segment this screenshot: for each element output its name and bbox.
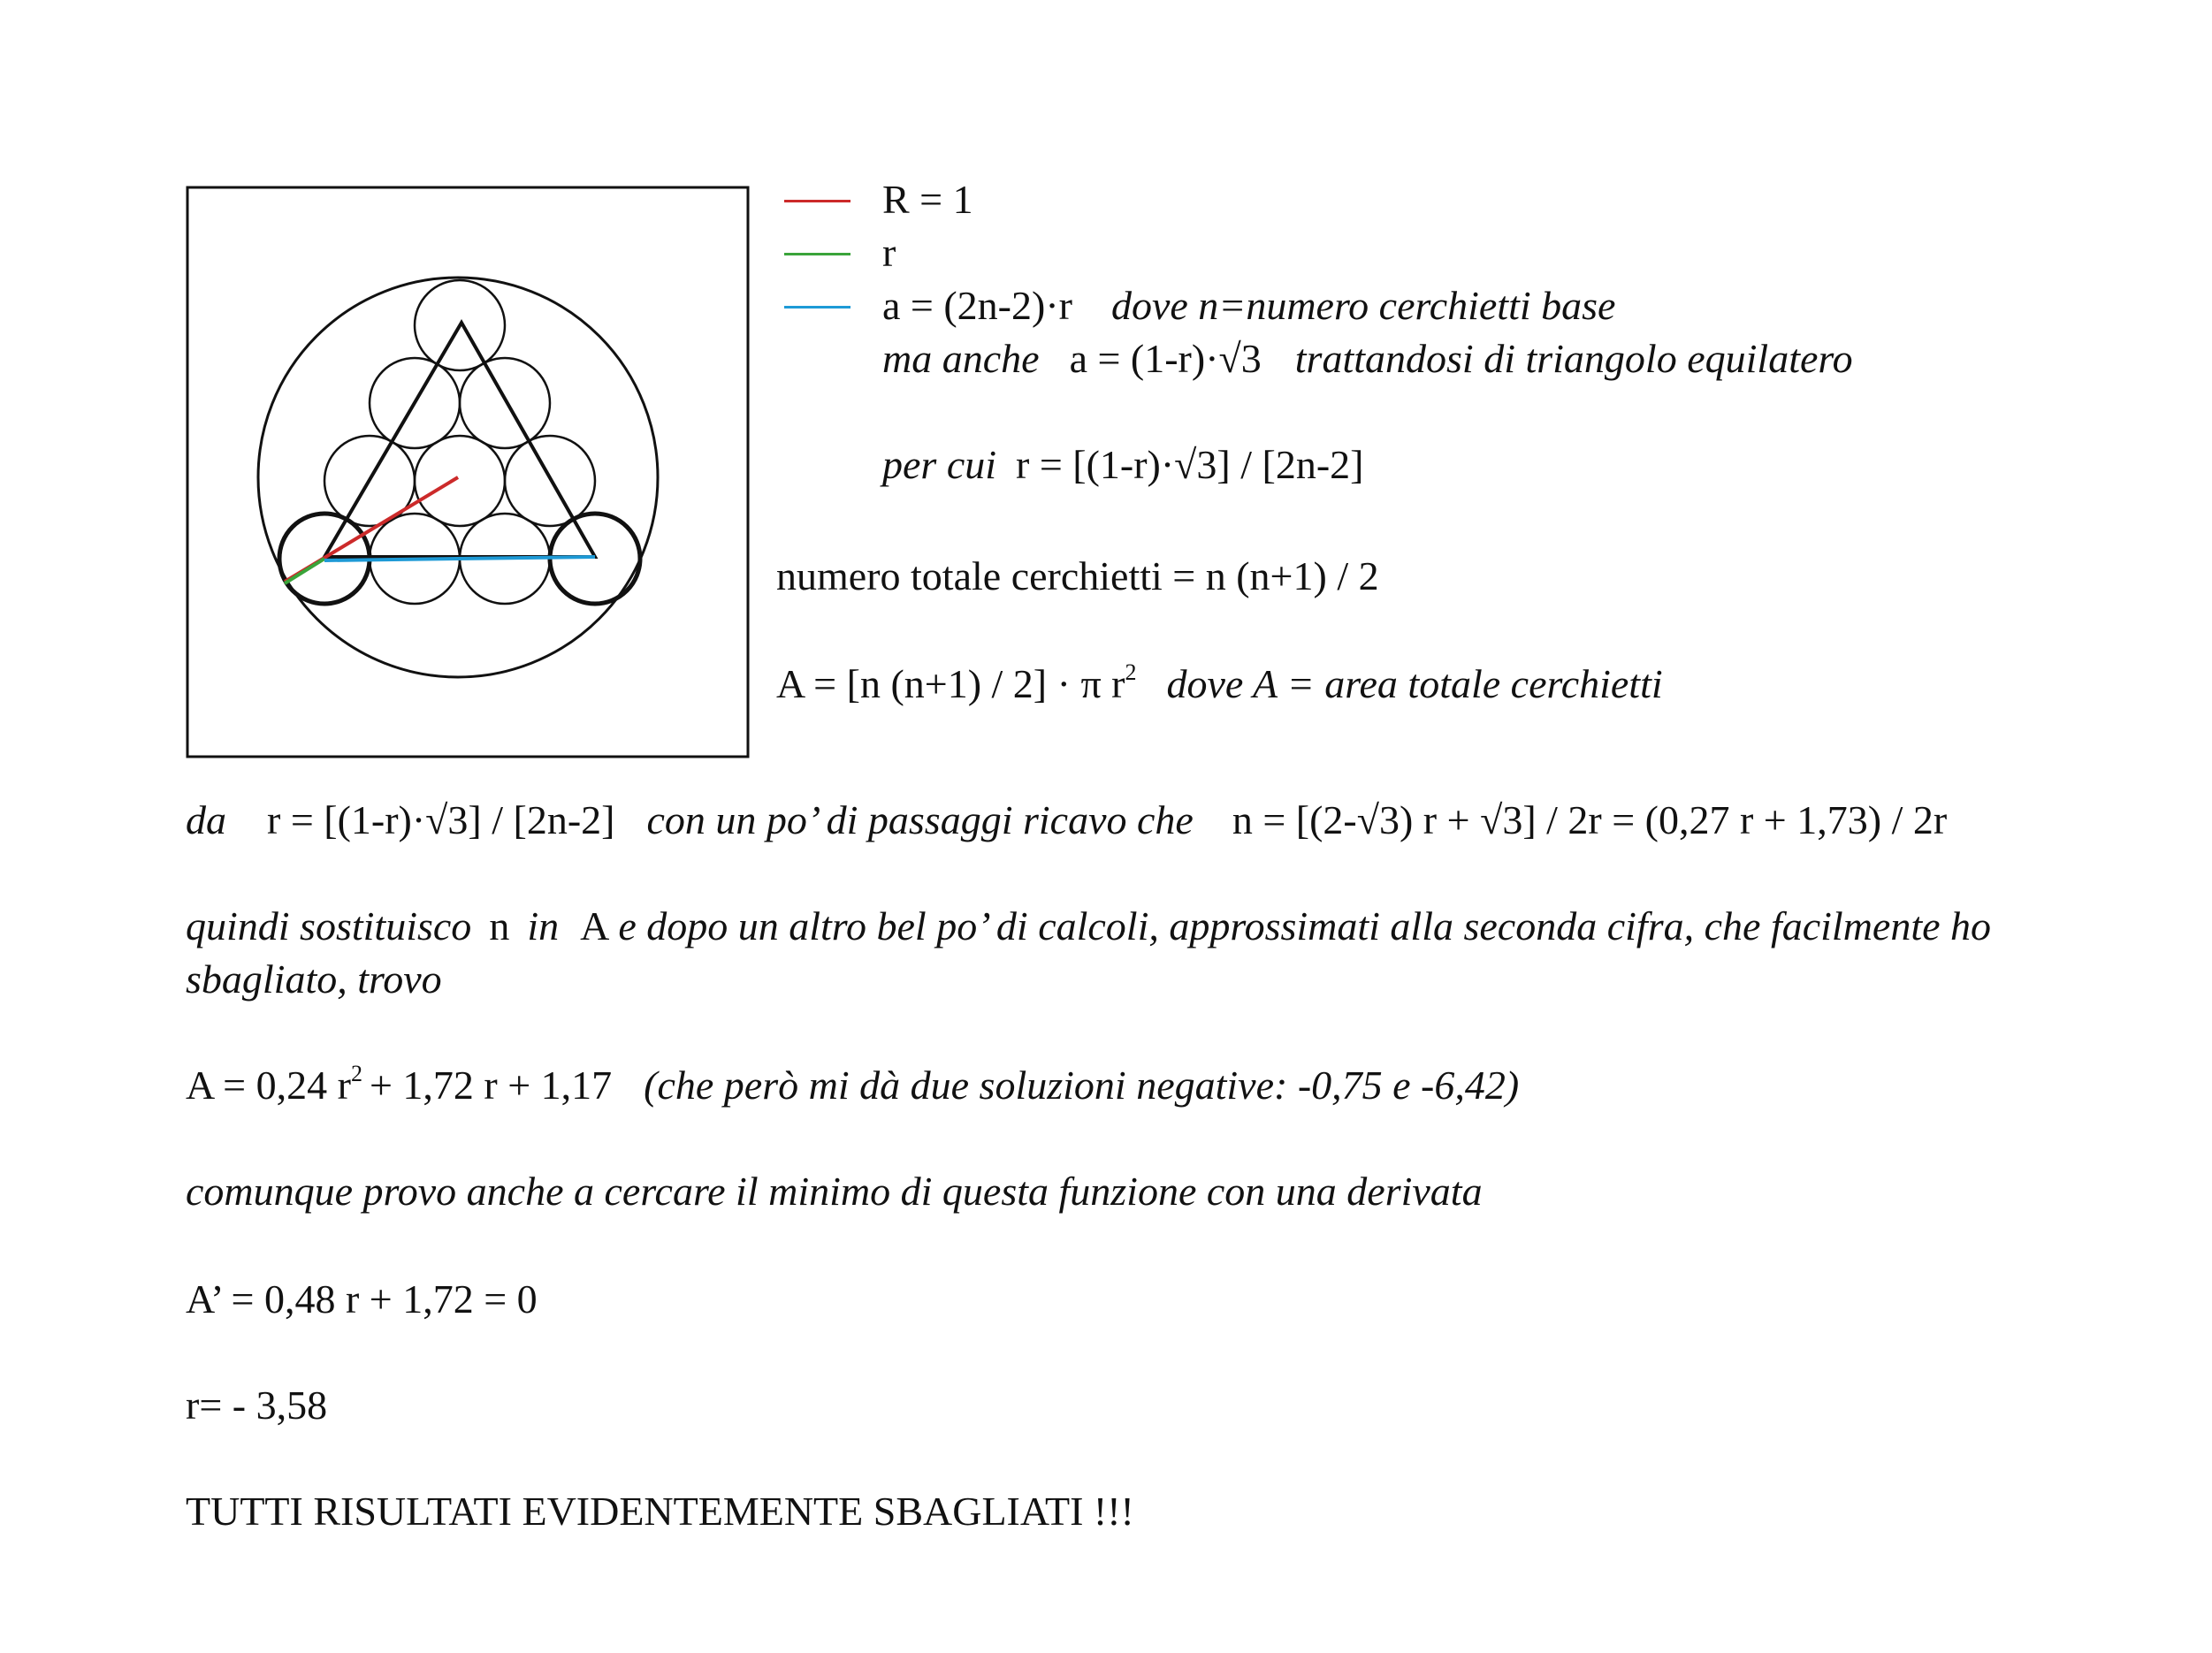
final-conclusion-line: TUTTI RISULTATI EVIDENTEMENTE SBAGLIATI !!! [186,1489,1134,1534]
area-quadratic-line: A = 0,24 $r^2 + 1,72$ r + 1,17 (che però mi dà due soluzioni negative: -0,75 e -6,42) [186,1061,1520,1108]
legend-a-equation: a = (2n-2)·r [882,283,1072,328]
small-circle [460,358,550,448]
legend-line-r [784,253,850,255]
legend-a-note: dove n=numero cerchietti base [1110,283,1616,328]
derivative-line: A’ = 0,48 r + 1,72 = 0 [186,1276,538,1322]
legend-label-R: R = 1 [882,177,973,222]
da-line: da r = [(1-r)·√3] / [2n-2] con un po’ di passaggi ricavo che n = [(2-√3) r + √3] / 2r = (0,27 r + 1,73) / 2r [186,797,1948,842]
radius-r-line [285,559,324,583]
equilateral-triangle [324,323,595,557]
quindi-line-1: quindi sostituisco n in A e dopo un altro bel po’ di calcoli, approssimati alla seconda cifra, che facilmente ho [186,903,1992,948]
legend-line-R [784,200,850,202]
per-cui-line: per cui r = [(1-r)·√3] / [2n-2] [882,442,1364,487]
circles-in-triangle-figure [186,186,751,760]
total-count-line: numero totale cerchietti = n (n+1) / 2 [776,553,1379,598]
quindi-line-2: sbagliato, trovo [186,956,442,1002]
legend-line-a [784,306,850,309]
figure-frame [187,187,748,757]
area-formula-line: A = [n (n+1) / 2] · π $r^2$ dove A = area totale cerchietti [776,659,1663,706]
legend-label-r: r [882,230,896,275]
r-value-line: r= - 3,58 [186,1383,328,1428]
small-circle [415,436,505,526]
legend-label-a [882,281,1615,331]
ma-anche-line: ma anche a = (1-r)·√3 trattandosi di triangolo equilatero [882,336,1853,381]
comunque-line: comunque provo anche a cercare il minimo di questa funzione con una derivata [186,1169,1483,1214]
